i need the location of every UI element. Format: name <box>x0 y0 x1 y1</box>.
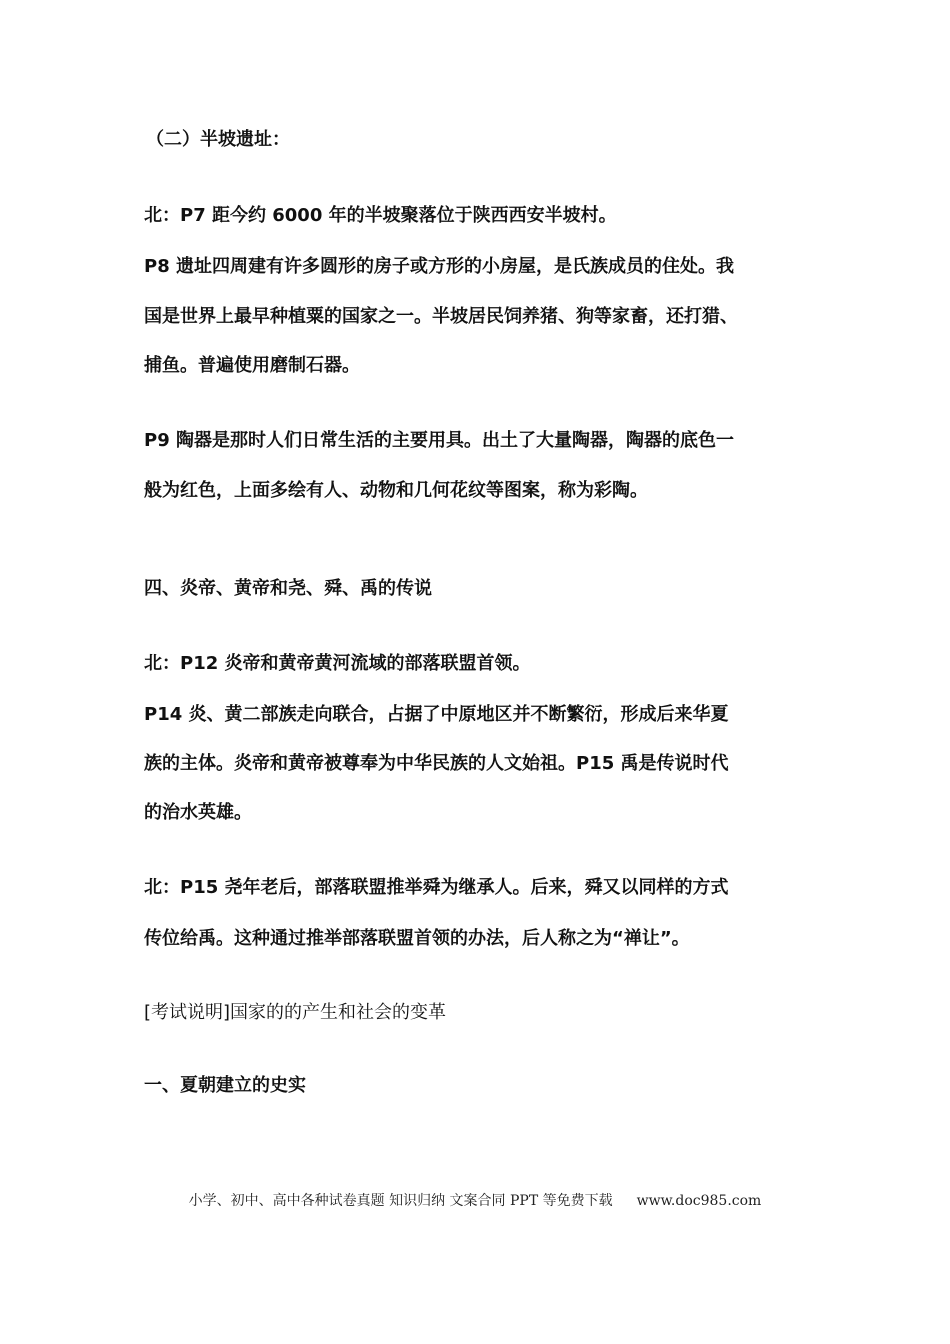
paragraph-line: 捕鱼。普遍使用磨制石器。 <box>144 355 360 376</box>
paragraph-line: P9 陶器是那时人们日常生活的主要用具。出土了大量陶器，陶器的底色一 <box>144 430 734 451</box>
paragraph-line: 北：P7 距今约 6000 年的半坡聚落位于陕西西安半坡村。 <box>144 205 617 226</box>
paragraph-line: 族的主体。炎帝和黄帝被尊奉为中华民族的人文始祖。P15 禹是传说时代 <box>144 753 729 774</box>
footer-url[interactable]: www.doc985.com <box>636 1193 762 1209</box>
paragraph-line: 北：P12 炎帝和黄帝黄河流域的部落联盟首领。 <box>144 653 531 674</box>
paragraph-line: 般为红色，上面多绘有人、动物和几何花纹等图案，称为彩陶。 <box>144 480 648 501</box>
paragraph-line: P8 遗址四周建有许多圆形的房子或方形的小房屋，是氏族成员的住处。我 <box>144 256 734 277</box>
paragraph-line: 传位给禹。这种通过推举部落联盟首领的办法，后人称之为“禅让”。 <box>144 928 690 949</box>
paragraph-line: 国是世界上最早种植粟的国家之一。半坡居民饲养猪、狗等家畜，还打猎、 <box>144 306 738 327</box>
paragraph-line: P14 炎、黄二部族走向联合，占据了中原地区并不断繁衍，形成后来华夏 <box>144 704 729 725</box>
exam-note-heading: [考试说明]国家的的产生和社会的变革 <box>144 1002 447 1023</box>
page-footer <box>0 1190 950 1210</box>
paragraph-line: 北：P15 尧年老后，部落联盟推举舜为继承人。后来，舜又以同样的方式 <box>144 877 729 898</box>
section-heading-xia: 一、夏朝建立的史实 <box>144 1075 306 1096</box>
footer-text: 小学、初中、高中各种试卷真题 知识归纳 文案合同 PPT 等免费下载 <box>188 1193 613 1209</box>
section-heading-banpo: （二）半坡遗址： <box>146 129 290 150</box>
section-heading-legends: 四、炎帝、黄帝和尧、舜、禹的传说 <box>144 578 432 599</box>
paragraph-line: 的治水英雄。 <box>144 802 252 823</box>
